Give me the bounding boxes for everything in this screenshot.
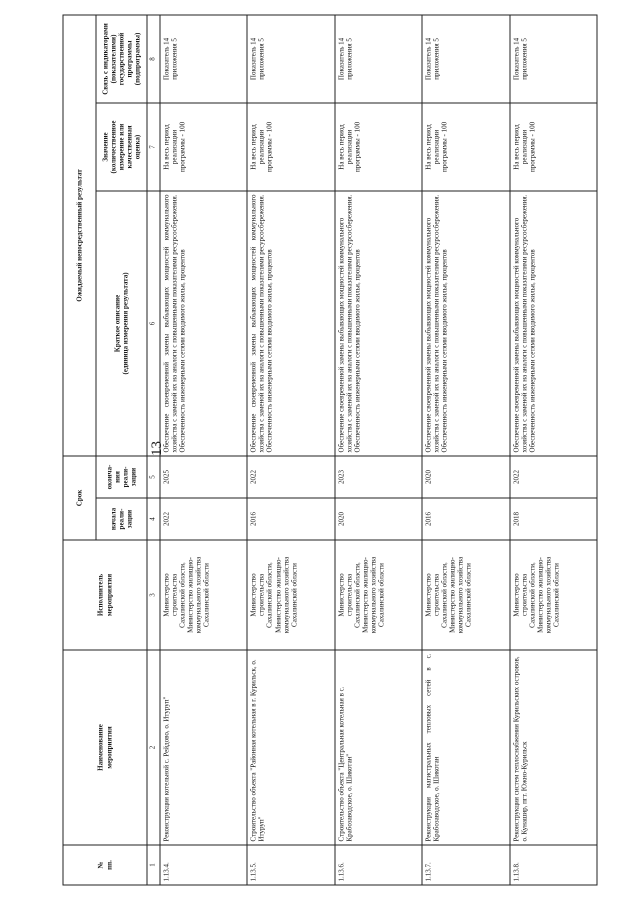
row-executor: Министерство строительства Сахалинской области, Министерство жилищно- коммунального хозяйства Сахалинской области — [335, 540, 422, 650]
row-link: Показатель 14 приложения 5 — [247, 15, 334, 103]
header-name: Наименование мероприятия — [63, 650, 147, 845]
row-name: Реконструкция магистральных тепловых сетей в с. Крабозаводское, о. Шикотан — [422, 650, 509, 845]
row-name: Реконструкция котельной с. Рейдово, о. Итуруп" — [160, 650, 247, 845]
row-name: Строительство объекта "Районная котельная в г. Курильск, о. Итуруп" — [247, 650, 334, 845]
row-value: На весь период реализации программы - 100 — [247, 103, 334, 191]
table-row — [422, 15, 509, 885]
column-number: 2 — [147, 650, 160, 845]
measures-table — [63, 14, 598, 885]
column-number: 4 — [147, 498, 160, 540]
row-start: 2022 — [160, 498, 247, 540]
row-description: Обеспечение своевременной замены выбывающих мощностей коммунального хозяйства с заменой их на аналоги с повышенными показателями ресурсосбережения. Обеспеченность инженерными сетями вводимого жилья, процентов — [510, 191, 597, 456]
row-description: Обеспечение своевременной замены выбывающих мощностей коммунального хозяйства с заменой их на аналоги с повышенными показателями ресурсосбережения. Обеспеченность инженерными сетями вводимого жилья, процентов — [160, 191, 247, 456]
header-result: Ожидаемый непосредственный результат — [63, 15, 96, 456]
row-executor: Министерство строительства Сахалинской области, Министерство жилищно- коммунального хозяйства Сахалинской области — [160, 540, 247, 650]
row-num: 1.13.7. — [422, 845, 509, 885]
header-end: оконча- ния реали- зации — [96, 456, 147, 498]
row-end: 2023 — [335, 456, 422, 498]
row-name: Строительство объекта "Центральная котельная в с. Крабозаводское, о. Шикотан" — [335, 650, 422, 845]
row-executor: Министерство строительства Сахалинской области, Министерство жилищно- коммунального хозяйства Сахалинской области — [422, 540, 509, 650]
row-num: 1.13.4. — [160, 845, 247, 885]
header-num: № пп. — [63, 845, 147, 885]
column-number: 5 — [147, 456, 160, 498]
column-number: 8 — [147, 15, 160, 103]
row-start: 2016 — [422, 498, 509, 540]
row-end: 2025 — [160, 456, 247, 498]
column-number: 1 — [147, 845, 160, 885]
column-number: 7 — [147, 103, 160, 191]
row-value: На весь период реализации программы - 100 — [510, 103, 597, 191]
row-description: Обеспечение своевременной замены выбывающих мощностей коммунального хозяйства с заменой их на аналоги с повышенными показателями ресурсосбережения. Обеспеченность инженерными сетями вводимого жилья, процентов — [247, 191, 334, 456]
header-executor: Исполнитель мероприятия — [63, 540, 147, 650]
row-start: 2016 — [247, 498, 334, 540]
row-start: 2020 — [335, 498, 422, 540]
row-link: Показатель 14 приложения 5 — [422, 15, 509, 103]
row-executor: Министерство строительства Сахалинской области, Министерство жилищно- коммунального хозяйства Сахалинской области — [247, 540, 334, 650]
header-link: Связь с индикаторами (показателями) государственной программы (подпрограммы) — [96, 15, 147, 103]
header-short-desc: Краткое описание (единица измерения результата) — [96, 191, 147, 456]
row-link: Показатель 14 приложения 5 — [335, 15, 422, 103]
row-start: 2018 — [510, 498, 597, 540]
row-value: На весь период реализации программы - 100 — [335, 103, 422, 191]
table-row — [160, 15, 247, 885]
row-num: 1.13.5. — [247, 845, 334, 885]
row-name: Реконструкция систем теплоснабжения Курильских островов, о. Кунашир, пгт. Южно-Курильск — [510, 650, 597, 845]
row-description: Обеспечение своевременной замены выбывающих мощностей коммунального хозяйства с заменой их на аналоги с повышенными показателями ресурсосбережения. Обеспеченность инженерными сетями вводимого жилья, процентов — [335, 191, 422, 456]
row-end: 2020 — [422, 456, 509, 498]
table-row — [510, 15, 597, 885]
row-link: Показатель 14 приложения 5 — [510, 15, 597, 103]
row-num: 1.13.6. — [335, 845, 422, 885]
table-row — [247, 15, 334, 885]
row-value: На весь период реализации программы - 100 — [160, 103, 247, 191]
document-page — [63, 16, 598, 886]
row-end: 2022 — [510, 456, 597, 498]
header-term: Срок — [63, 456, 96, 540]
row-description: Обеспечение своевременной замены выбывающих мощностей коммунального хозяйства с заменой их на аналоги с повышенными показателями ресурсосбережения. Обеспеченность инженерными сетями вводимого жилья, процентов — [422, 191, 509, 456]
header-start: начала реали- зации — [96, 498, 147, 540]
column-number: 3 — [147, 540, 160, 650]
row-executor: Министерство строительства Сахалинской области, Министерство жилищно- коммунального хозяйства Сахалинской области — [510, 540, 597, 650]
header-value: Значение (количественное измерение или качественная оценка) — [96, 103, 147, 191]
table-row — [335, 15, 422, 885]
row-end: 2022 — [247, 456, 334, 498]
row-value: На весь период реализации программы - 100 — [422, 103, 509, 191]
page-number: 13 — [149, 441, 165, 456]
row-num: 1.13.8. — [510, 845, 597, 885]
row-link: Показатель 14 приложения 5 — [160, 15, 247, 103]
column-number: 6 — [147, 191, 160, 456]
